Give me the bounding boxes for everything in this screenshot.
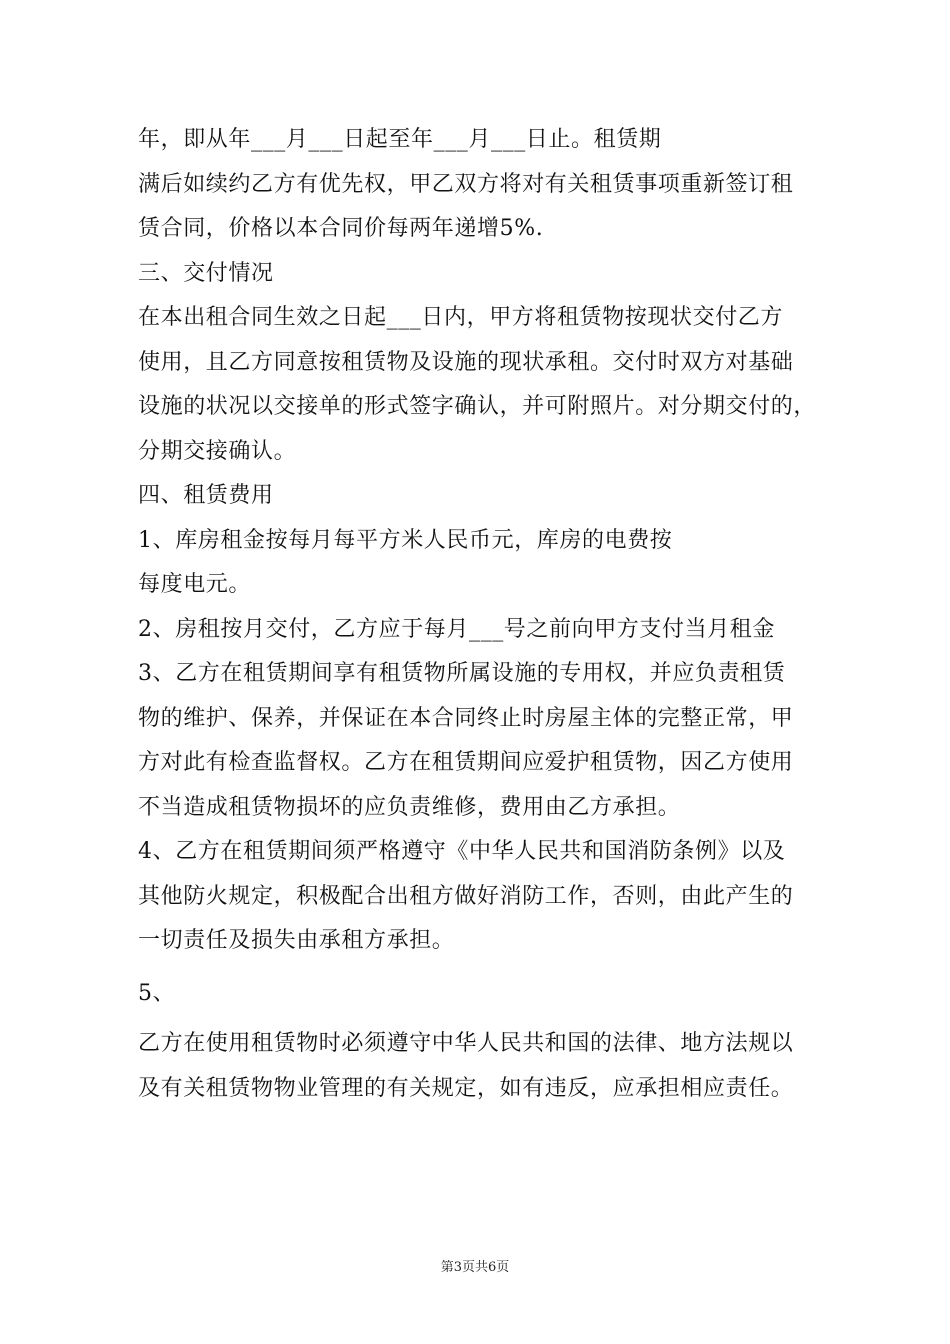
body-line: 在本出租合同生效之日起___日内，甲方将租赁物按现状交付乙方 <box>138 305 784 330</box>
body-line: 1、库房租金按每月每平方米人民币元，库房的电费按 <box>138 527 673 553</box>
body-line: 其他防火规定，积极配合出租方做好消防工作，否则，由此产生的 <box>138 883 794 909</box>
section-heading: 三、交付情况 <box>138 260 274 286</box>
document-body <box>138 118 828 1111</box>
body-line: 及有关租赁物物业管理的有关规定，如有违反，应承担相应责任。 <box>138 1075 794 1101</box>
body-line: 物的维护、保养，并保证在本合同终止时房屋主体的完整正常，甲 <box>138 705 794 731</box>
body-line: 分期交接确认。 <box>138 438 297 464</box>
body-line: 方对此有检查监督权。乙方在租赁期间应爱护租赁物，因乙方使用 <box>138 750 794 775</box>
body-line: 设施的状况以交接单的形式签字确认，并可附照片。对分期交付的， <box>138 394 817 419</box>
body-line: 4、乙方在租赁期间须严格遵守《中华人民共和国消防条例》以及 <box>138 839 786 864</box>
body-line: 每度电元。 <box>138 572 252 597</box>
section-heading: 四、租赁费用 <box>138 483 274 508</box>
body-line: 一切责任及损失由承租方承担。 <box>138 928 455 953</box>
body-line: 使用，且乙方同意按租赁物及设施的现状承租。交付时双方对基础 <box>138 349 794 375</box>
body-line: 乙方在使用租赁物时必须遵守中华人民共和国的法律、地方法规以 <box>138 1031 794 1056</box>
body-line: 5、 <box>138 980 176 1006</box>
body-line: 3、乙方在租赁期间享有租赁物所属设施的专用权，并应负责租赁 <box>138 661 786 686</box>
body-line: 赁合同，价格以本合同价每两年递增5%. <box>138 216 544 241</box>
page-number-footer: 第3页共6页 <box>440 1260 510 1275</box>
body-line: 2、房租按月交付，乙方应于每月___号之前向甲方支付当月租金 <box>138 616 775 642</box>
body-line: 满后如续约乙方有优先权，甲乙双方将对有关租赁事项重新签订租 <box>138 171 794 197</box>
body-line: 不当造成租赁物损坏的应负责维修，费用由乙方承担。 <box>138 794 681 820</box>
body-line: 年，即从年___月___日起至年___月___日止。租赁期 <box>138 127 662 152</box>
